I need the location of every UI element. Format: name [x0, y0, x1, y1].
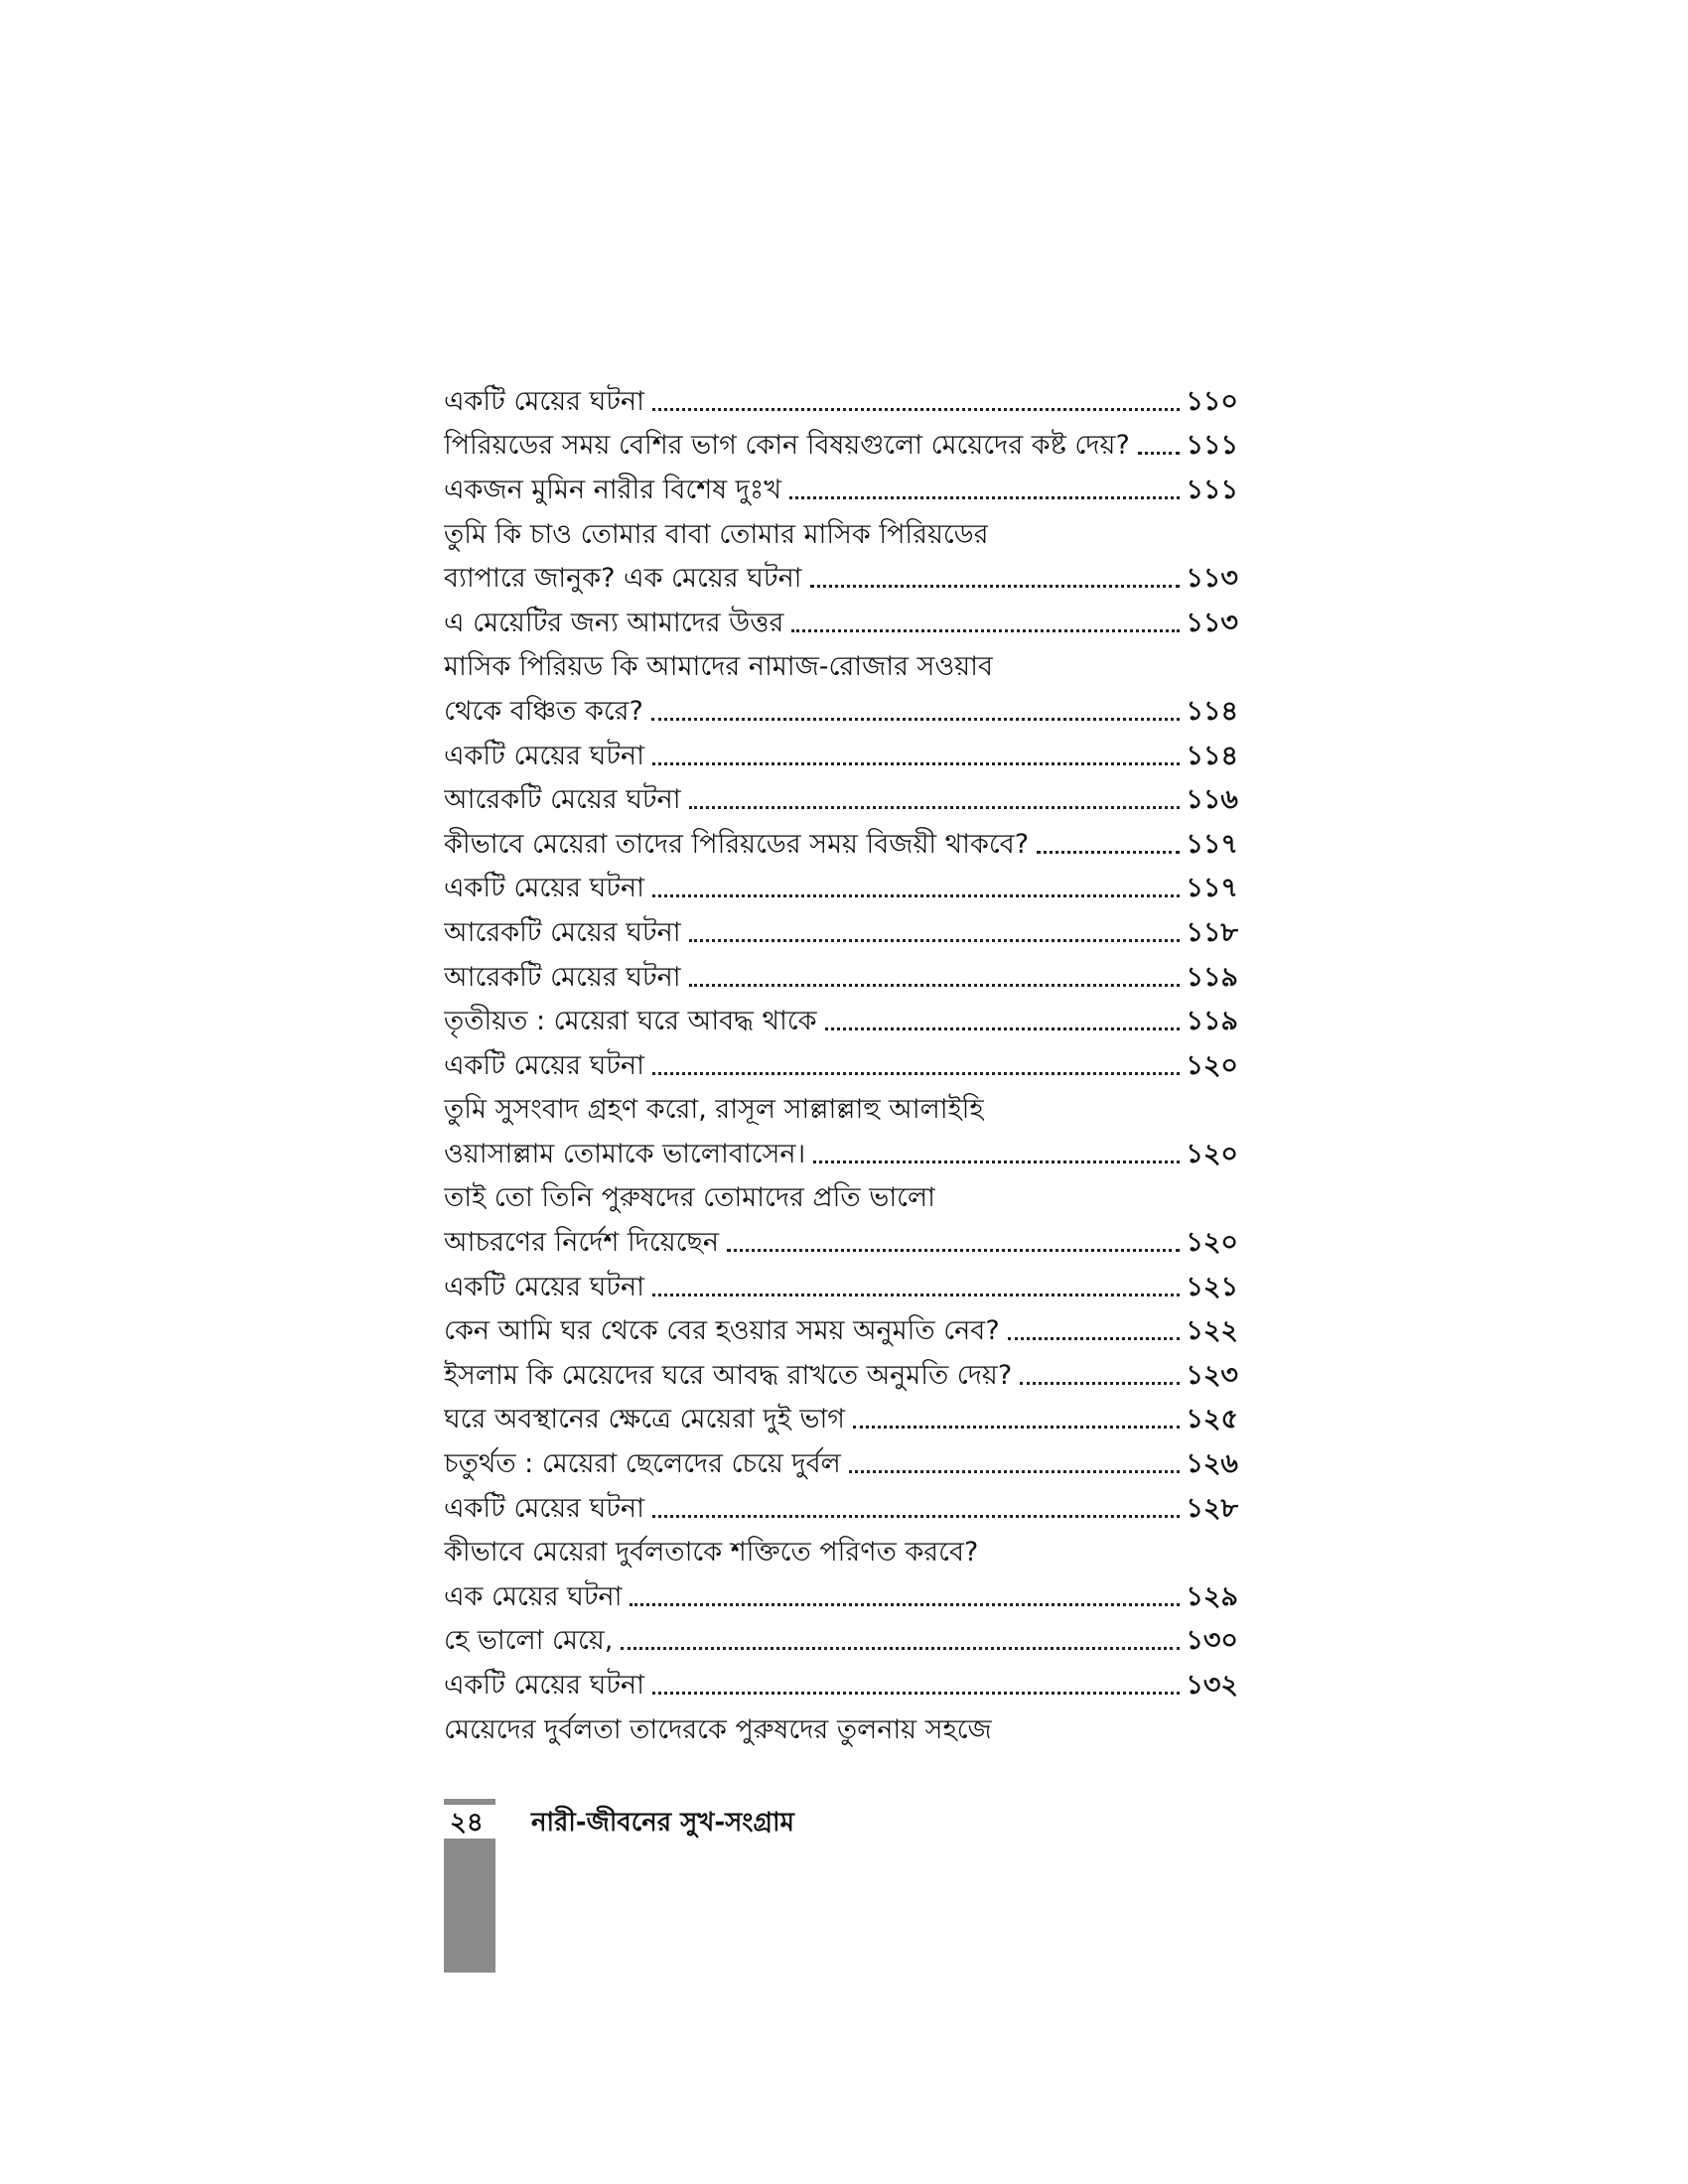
toc-entry-page: ১১১ [1186, 474, 1238, 505]
toc-entry-page: ১২৬ [1186, 1448, 1238, 1480]
toc-entry-title: হে ভালো মেয়ে, [444, 1625, 614, 1657]
toc-entry-page: ১১৯ [1186, 1006, 1238, 1037]
dot-leader [652, 1515, 1180, 1518]
toc-entry-title: ঘরে অবস্থানের ক্ষেত্রে মেয়েরা দুই ভাগ [444, 1404, 845, 1435]
toc-entry [444, 426, 1238, 471]
toc-entry-title: কীভাবে মেয়েরা দুর্বলতাকে শক্তিতে পরিণত করবে? [444, 1537, 979, 1569]
toc-entry-title: একটি মেয়ের ঘটনা [444, 1670, 644, 1702]
dot-leader [689, 939, 1181, 942]
toc-entry [444, 691, 1238, 736]
toc-entry-page: ১১০ [1186, 385, 1238, 417]
toc-entry-title: আচরণের নির্দেশ দিয়েছেন [444, 1227, 719, 1259]
toc-entry [444, 1222, 1238, 1267]
dot-leader [652, 1294, 1180, 1297]
toc-entry-page: ১৩২ [1186, 1670, 1238, 1702]
toc-entry [444, 1001, 1238, 1045]
toc-entry-page: ১২১ [1186, 1271, 1238, 1302]
dot-leader [621, 1647, 1180, 1650]
toc-entry-page: ১১৬ [1186, 784, 1238, 816]
toc-entry [444, 779, 1238, 824]
toc-entry [444, 381, 1238, 426]
dot-leader [652, 408, 1180, 411]
dot-leader [789, 496, 1180, 499]
toc-entry-title: একটি মেয়ের ঘটনা [444, 1492, 644, 1524]
toc-entry-page: ১১৩ [1186, 607, 1238, 638]
toc-entry-page: ১২৫ [1186, 1404, 1238, 1435]
toc-entry [444, 1532, 1238, 1576]
dot-leader [689, 984, 1181, 987]
toc-entry-title: একটি মেয়ের ঘটনা [444, 1049, 644, 1081]
dot-leader [813, 1160, 1180, 1163]
toc-entry [444, 957, 1238, 1002]
toc-entry-page: ১২২ [1186, 1315, 1238, 1347]
toc-entry [444, 647, 1238, 692]
footer-side-bar [444, 1839, 495, 1973]
toc-entry [444, 869, 1238, 913]
dot-leader [825, 1027, 1181, 1030]
table-of-contents [444, 381, 1238, 1753]
running-title: নারী-জীবনের সুখ-সংগ্রাম [531, 1808, 794, 1838]
toc-entry-title: একটি মেয়ের ঘটনা [444, 873, 644, 904]
toc-entry-title: তাই তো তিনি পুরুষদের তোমাদের প্রতি ভালো [444, 1182, 935, 1214]
toc-entry [444, 470, 1238, 514]
toc-entry-page: ১১১ [1186, 430, 1238, 462]
dot-leader [1020, 1382, 1180, 1385]
toc-entry-page: ১৩০ [1186, 1625, 1238, 1657]
toc-entry [444, 912, 1238, 957]
dot-leader [1008, 1337, 1181, 1340]
toc-entry-title: একটি মেয়ের ঘটনা [444, 740, 644, 771]
toc-entry-title: ব্যাপারে জানুক? এক মেয়ের ঘটনা [444, 563, 802, 595]
toc-entry-title: এ মেয়েটির জন্য আমাদের উত্তর [444, 607, 784, 638]
toc-entry-title: আরেকটি মেয়ের ঘটনা [444, 916, 681, 948]
dot-leader [1037, 851, 1180, 854]
toc-entry-page: ১১৩ [1186, 563, 1238, 595]
toc-entry-title: এক মেয়ের ঘটনা [444, 1580, 623, 1612]
toc-entry [444, 1045, 1238, 1090]
dot-leader [791, 629, 1180, 632]
toc-entry [444, 1355, 1238, 1400]
toc-entry [444, 603, 1238, 647]
toc-entry [444, 1178, 1238, 1223]
toc-entry-title: আরেকটি মেয়ের ঘটনা [444, 961, 681, 993]
toc-entry-page: ১২৮ [1186, 1492, 1238, 1524]
toc-entry-page: ১১৪ [1186, 740, 1238, 771]
dot-leader [652, 1072, 1180, 1075]
toc-entry-title: একটি মেয়ের ঘটনা [444, 385, 644, 417]
dot-leader [652, 762, 1181, 765]
toc-entry [444, 1400, 1238, 1444]
toc-entry [444, 1267, 1238, 1311]
toc-entry [444, 1709, 1238, 1754]
dot-leader [853, 1426, 1180, 1429]
dot-leader [651, 718, 1181, 721]
toc-entry-title: থেকে বঞ্চিত করে? [444, 695, 643, 727]
toc-entry-title: কেন আমি ঘর থেকে বের হওয়ার সময় অনুমতি নেব? [444, 1315, 1000, 1347]
dot-leader [630, 1603, 1180, 1606]
toc-entry-title: মাসিক পিরিয়ড কি আমাদের নামাজ-রোজার সওয়াব [444, 651, 994, 683]
toc-entry-title: তুমি কি চাও তোমার বাবা তোমার মাসিক পিরিয়ডের [444, 518, 989, 550]
toc-entry [444, 1665, 1238, 1709]
toc-entry-page: ১২০ [1186, 1227, 1238, 1259]
toc-entry [444, 1310, 1238, 1355]
toc-entry-page: ১১৯ [1186, 961, 1238, 993]
dot-leader [652, 894, 1180, 897]
dot-leader [727, 1249, 1180, 1252]
toc-entry [444, 1576, 1238, 1621]
toc-entry [444, 1134, 1238, 1178]
toc-entry-page: ১২০ [1186, 1049, 1238, 1081]
toc-entry-page: ১২৯ [1186, 1580, 1238, 1612]
toc-entry-page: ১১৭ [1186, 828, 1238, 860]
toc-entry [444, 1488, 1238, 1533]
toc-entry-title: তৃতীয়ত : মেয়েরা ঘরে আবদ্ধ থাকে [444, 1006, 817, 1037]
footer-rule [444, 1799, 495, 1805]
dot-leader [1138, 452, 1181, 455]
dot-leader [689, 806, 1181, 809]
toc-entry-page: ১১৭ [1186, 873, 1238, 904]
toc-entry-title: আরেকটি মেয়ের ঘটনা [444, 784, 681, 816]
toc-entry-title: চতুর্থত : মেয়েরা ছেলেদের চেয়ে দুর্বল [444, 1448, 841, 1480]
toc-entry [444, 514, 1238, 559]
toc-entry [444, 558, 1238, 603]
toc-entry [444, 1443, 1238, 1488]
toc-entry-title: একজন মুমিন নারীর বিশেষ দুঃখ [444, 474, 782, 505]
toc-entry-page: ১২০ [1186, 1138, 1238, 1169]
toc-entry [444, 736, 1238, 780]
toc-entry-page: ১২৩ [1186, 1359, 1238, 1391]
toc-entry [444, 1090, 1238, 1135]
dot-leader [810, 585, 1181, 588]
toc-entry [444, 1621, 1238, 1666]
toc-entry-title: পিরিয়ডের সময় বেশির ভাগ কোন বিষয়গুলো মেয়েদের কষ্ট দেয়? [444, 430, 1130, 462]
dot-leader [652, 1692, 1180, 1695]
page-number: ২৪ [450, 1808, 484, 1838]
toc-entry-title: একটি মেয়ের ঘটনা [444, 1271, 644, 1302]
toc-entry-title: ওয়াসাল্লাম তোমাকে ভালোবাসেন। [444, 1138, 806, 1169]
dot-leader [849, 1470, 1181, 1473]
toc-entry [444, 824, 1238, 869]
toc-entry-page: ১১৪ [1186, 695, 1238, 727]
toc-entry-title: তুমি সুসংবাদ গ্রহণ করো, রাসূল সাল্লাল্লাহু আলাইহি [444, 1094, 984, 1126]
toc-entry-page: ১১৮ [1186, 916, 1238, 948]
toc-entry-title: মেয়েদের দুর্বলতা তাদেরকে পুরুষদের তুলনায় সহজে [444, 1713, 992, 1745]
toc-entry-title: কীভাবে মেয়েরা তাদের পিরিয়ডের সময় বিজয়ী থাকবে? [444, 828, 1030, 860]
toc-entry-title: ইসলাম কি মেয়েদের ঘরে আবদ্ধ রাখতে অনুমতি দেয়? [444, 1359, 1013, 1391]
